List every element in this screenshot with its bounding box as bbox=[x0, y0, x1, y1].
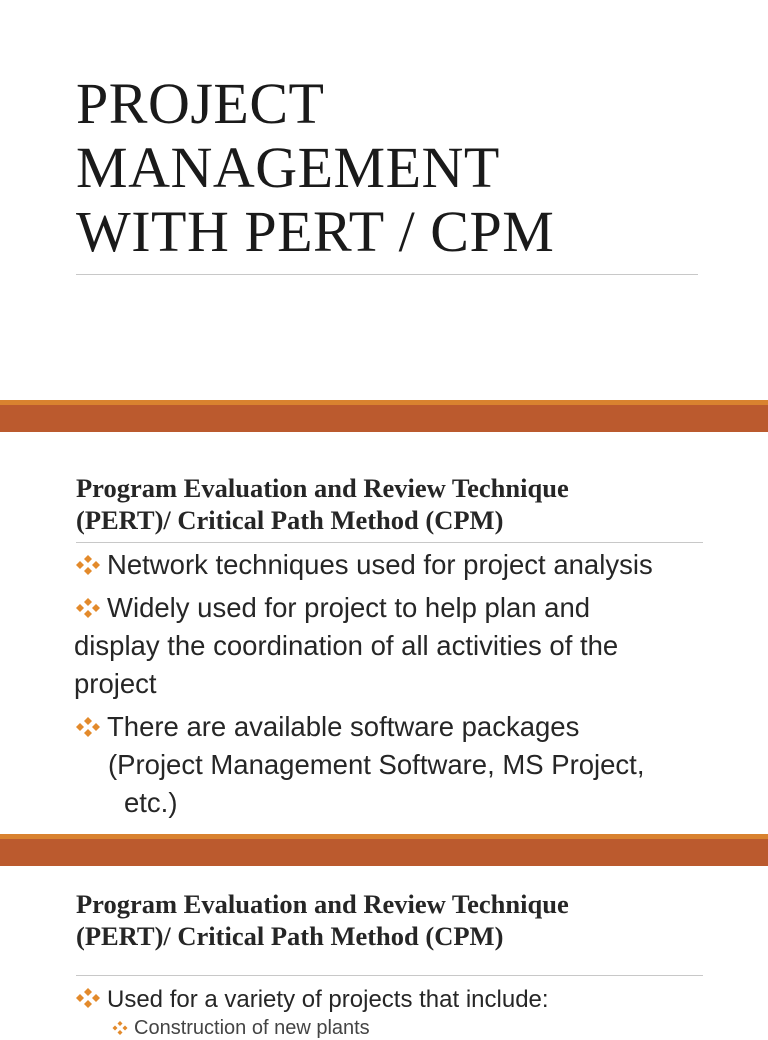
bullet-text: Network techniques used for project analysis bbox=[107, 549, 653, 580]
sub-bullet-text: Construction of new plants bbox=[134, 1017, 370, 1039]
slide-pert-cpm-overview bbox=[0, 432, 768, 834]
heading-line: (PERT)/ Critical Path Method (CPM) bbox=[76, 505, 504, 535]
bullet-text: project bbox=[74, 668, 157, 699]
slide-title bbox=[0, 0, 768, 400]
heading-divider bbox=[76, 542, 703, 543]
four-diamond-bullet-icon bbox=[74, 597, 102, 619]
four-diamond-bullet-icon bbox=[74, 554, 102, 576]
title-line: PROJECT bbox=[76, 71, 325, 136]
four-diamond-bullet-icon bbox=[74, 987, 102, 1009]
bullet-text: display the coordination of all activities of the bbox=[74, 630, 619, 661]
bullet-text: etc.) bbox=[124, 787, 178, 818]
list-item bbox=[74, 708, 764, 822]
slide-separator bbox=[0, 400, 768, 432]
four-diamond-bullet-icon bbox=[74, 716, 102, 738]
list-item bbox=[74, 981, 764, 1019]
heading-divider bbox=[76, 975, 703, 976]
bullet-text: (Project Management Software, MS Project, bbox=[108, 749, 645, 780]
bullet-text: There are available software packages bbox=[107, 711, 580, 742]
title-divider bbox=[76, 274, 698, 275]
list-item bbox=[74, 546, 764, 584]
bullet-list bbox=[74, 546, 764, 827]
slide-heading bbox=[76, 888, 569, 952]
sub-list-item bbox=[112, 1016, 370, 1040]
slide-separator bbox=[0, 834, 768, 866]
slide-title-heading bbox=[76, 72, 554, 264]
slide-pert-cpm-uses bbox=[0, 866, 768, 1024]
bullet-text: Used for a variety of projects that include: bbox=[107, 986, 549, 1013]
heading-line: Program Evaluation and Review Technique bbox=[76, 473, 569, 503]
list-item bbox=[74, 589, 764, 703]
heading-line: (PERT)/ Critical Path Method (CPM) bbox=[76, 921, 504, 951]
heading-line: Program Evaluation and Review Technique bbox=[76, 889, 569, 919]
title-line: MANAGEMENT bbox=[76, 135, 500, 200]
four-diamond-bullet-icon bbox=[112, 1021, 128, 1035]
slide-heading bbox=[76, 472, 569, 536]
title-line: WITH PERT / CPM bbox=[76, 199, 555, 264]
bullet-text: Widely used for project to help plan and bbox=[107, 592, 591, 623]
